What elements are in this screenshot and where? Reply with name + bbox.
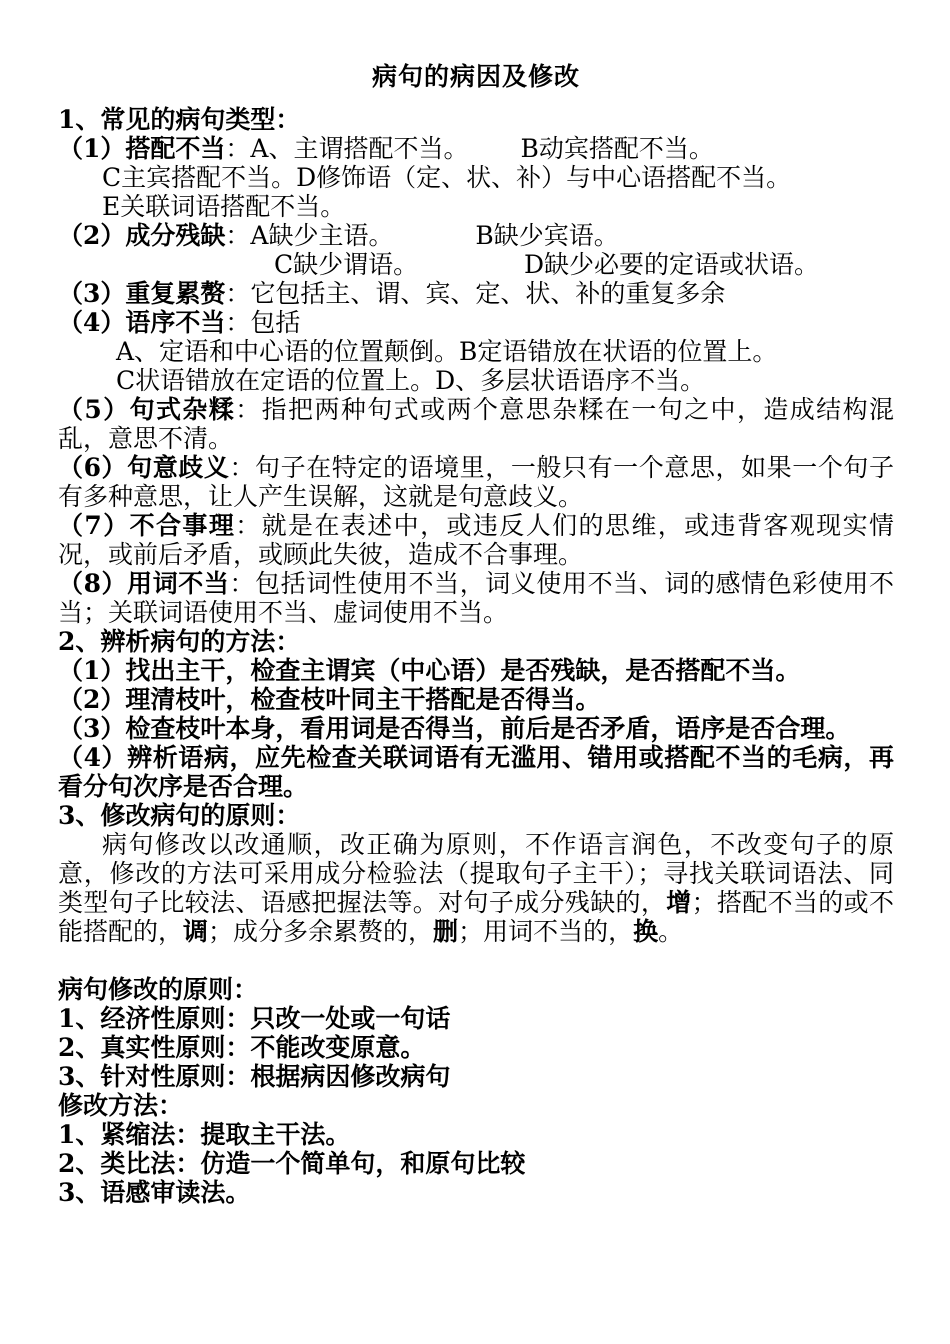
item8	[58, 569, 894, 627]
method-4: （4）辨析语病，应先检查关联词语有无滥用、错用或搭配不当的毛病，再看分句次序是否合理。	[58, 743, 894, 801]
item4	[58, 308, 894, 337]
item5-label: （5）句式杂糅	[58, 395, 236, 424]
spacer	[58, 946, 894, 975]
item2-line1	[58, 221, 894, 250]
keyword-adjust: 调	[183, 917, 209, 946]
keyword-delete: 删	[433, 917, 459, 946]
item2-c: C缺少谓语。	[274, 250, 419, 279]
method-item: 1、紧缩法：提取主干法。	[58, 1120, 351, 1149]
item4-c: C状语错放在定语的位置上。D、多层状语语序不当。	[116, 366, 706, 395]
item2-b: B缺少宾语。	[475, 221, 619, 250]
item1-line1	[58, 134, 894, 163]
doc-title: 病句的病因及修改	[371, 62, 580, 91]
item3	[58, 279, 894, 308]
methods-heading: 修改方法：	[58, 1091, 184, 1120]
item6-text: ：句子在特定的语境里，一般只有一个意思，如果一个句子有多种意思，让人产生误解，这就是句意歧义。	[58, 453, 894, 511]
sec1-heading: 1、常见的病句类型：	[58, 105, 301, 134]
item5-text: ：指把两种句式或两个意思杂糅在一句之中，造成结构混乱，意思不清。	[58, 395, 894, 453]
item1-a: ：A、主谓搭配不当。	[225, 134, 469, 163]
item3-text: ：它包括主、谓、宾、定、状、补的重复多余	[225, 279, 726, 308]
item4-label: （4）语序不当	[58, 308, 226, 337]
item7-label: （7）不合事理	[58, 511, 236, 540]
document-page	[58, 62, 894, 1207]
item4-a: A、定语和中心语的位置颠倒。B定语错放在状语的位置上。	[116, 337, 778, 366]
method-1: （1）找出主干，检查主谓宾（中心语）是否残缺，是否搭配不当。	[58, 656, 801, 685]
method-2: （2）理清枝叶，检查枝叶同主干搭配是否得当。	[58, 685, 601, 714]
item1-b: B动宾搭配不当。	[520, 134, 714, 163]
item1-e: E关联词语搭配不当。	[102, 192, 346, 221]
method-3: （3）检查枝叶本身，看用词是否得当，前后是否矛盾，语序是否合理。	[58, 714, 851, 743]
item7-text: ：就是在表述中，或违反人们的思维，或违背客观现实情况，或前后矛盾，或顾此失彼，造成不合事理。	[58, 511, 894, 569]
item7	[58, 511, 894, 569]
sec3-p1: 病句修改以改通顺，改正确为原则，不作语言润色，不改变句子的原意，修改的方法可采用成分检验法（提取句子主干）；寻找关联词语法、同类型句子比较法、语感把握法等。对句子成分残缺的，	[58, 830, 894, 917]
method-item: 2、类比法：仿造一个简单句，和原句比较	[58, 1149, 526, 1178]
principle-item: 1、经济性原则：只改一处或一句话	[58, 1004, 451, 1033]
item1-label: （1）搭配不当	[58, 134, 226, 163]
principles-heading: 病句修改的原则：	[58, 975, 259, 1004]
item2-d: D缺少必要的定语或状语。	[524, 250, 820, 279]
method-item: 3、语感审读法。	[58, 1178, 251, 1207]
sec3-heading: 3、修改病句的原则：	[58, 801, 301, 830]
sec3-p2: ；搭配不当的或不能搭配的，	[58, 888, 894, 946]
sec3-p5: 。	[658, 917, 684, 946]
sec2-heading: 2、辨析病句的方法：	[58, 627, 301, 656]
item1-c: C主宾搭配不当。D修饰语（定、状、补）与中心语搭配不当。	[102, 163, 792, 192]
item2-line2	[58, 250, 894, 279]
principle-item: 2、真实性原则：不能改变原意。	[58, 1033, 426, 1062]
item2-a: ：A缺少主语。	[225, 221, 394, 250]
principle-item: 3、针对性原则：根据病因修改病句	[58, 1062, 451, 1091]
item4-text: ：包括	[225, 308, 301, 337]
item3-label: （3）重复累赘	[58, 279, 226, 308]
item6	[58, 453, 894, 511]
keyword-replace: 换	[633, 917, 659, 946]
item6-label: （6）句意歧义	[58, 453, 230, 482]
sec3-p4: ；用词不当的，	[458, 917, 634, 946]
item8-label: （8）用词不当	[58, 569, 230, 598]
sec3-paragraph	[58, 830, 894, 946]
item5	[58, 395, 894, 453]
keyword-add: 增	[666, 888, 692, 917]
item2-label: （2）成分残缺	[58, 221, 226, 250]
sec3-p3: ；成分多余累赘的，	[208, 917, 434, 946]
item8-text: ：包括词性使用不当，词义使用不当、词的感情色彩使用不当；关联词语使用不当、虚词使用不当。	[58, 569, 894, 627]
